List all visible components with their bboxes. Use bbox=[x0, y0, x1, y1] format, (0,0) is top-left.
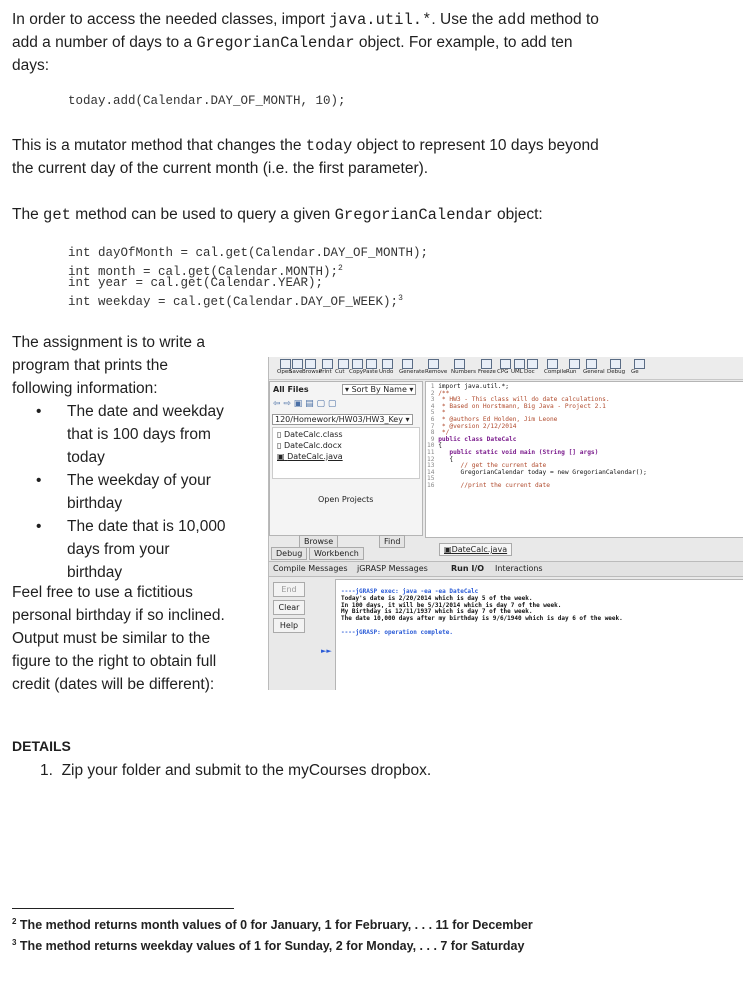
source-text: * bbox=[438, 409, 446, 417]
list-item-text: today bbox=[67, 449, 105, 466]
source-text: GregorianCalendar today = new GregorianCalendar(); bbox=[438, 468, 647, 476]
source-text: /** bbox=[438, 389, 450, 397]
toolbar-freeze-icon bbox=[481, 359, 492, 369]
toolbar-undo-button[interactable]: Undo bbox=[379, 369, 394, 375]
get-text: object: bbox=[492, 206, 543, 223]
toolbar-generate-button[interactable]: Generate bbox=[399, 369, 425, 375]
list-item-text: days from your bbox=[67, 541, 170, 558]
nav-icons[interactable]: ⇦ ⇨ ▣ ▤ ▢ ▢ bbox=[273, 399, 337, 409]
line-number: 9 bbox=[427, 435, 439, 443]
assignment-after-5: credit (dates will be different): bbox=[12, 676, 215, 693]
source-line bbox=[427, 483, 647, 490]
toolbar-debug-button[interactable]: Debug bbox=[607, 369, 626, 375]
jgrasp-screenshot bbox=[268, 357, 743, 690]
intro-code-add: add bbox=[497, 11, 526, 29]
get-text: method can be used to query a given bbox=[70, 206, 335, 223]
footnote-number: 3 bbox=[12, 938, 17, 947]
footnote-text: The method returns month values of 0 for January, 1 for February, . . . 11 for December bbox=[16, 918, 533, 933]
source-code bbox=[427, 384, 647, 490]
mutator-code-today: today bbox=[305, 137, 353, 155]
line-number: 16 bbox=[427, 481, 439, 489]
output-line: ----jGRASP: operation complete. bbox=[341, 628, 453, 636]
source-text: import java.util.*; bbox=[438, 383, 509, 390]
toolbar-uml-button[interactable]: UML bbox=[511, 369, 523, 375]
mutator-line-1 bbox=[12, 134, 599, 158]
get-code-get: get bbox=[43, 206, 71, 224]
assignment-after-2: personal birthday if so inclined. bbox=[12, 607, 225, 624]
toolbar-doc-button[interactable]: Doc bbox=[524, 369, 535, 375]
intro-text: In order to access the needed classes, import bbox=[12, 11, 330, 28]
source-line bbox=[427, 450, 647, 457]
list-number: 1. bbox=[40, 762, 53, 779]
toolbar bbox=[269, 357, 743, 380]
intro-text: add a number of days to a bbox=[12, 34, 197, 51]
toolbar-compile-icon bbox=[547, 359, 558, 369]
intro-line-1 bbox=[12, 8, 599, 32]
source-line bbox=[427, 437, 647, 444]
files-filter[interactable]: All Files bbox=[273, 385, 309, 394]
toolbar-debug-icon bbox=[610, 359, 621, 369]
toolbar-open-icon bbox=[280, 359, 291, 369]
source-text: * @version 2/12/2014 bbox=[438, 422, 517, 430]
source-text: * Based on Horstmann, Big Java - Project 2.1 bbox=[438, 402, 606, 410]
assignment-after-3: Output must be similar to the bbox=[12, 630, 211, 647]
message-tabs bbox=[269, 561, 743, 577]
intro-text: . Use the bbox=[431, 11, 498, 28]
code-text: int weekday = cal.get(Calendar.DAY_OF_WEEK); bbox=[68, 295, 399, 310]
list-item bbox=[20, 469, 250, 515]
code-example-add: today.add(Calendar.DAY_OF_MONTH, 10); bbox=[68, 94, 346, 108]
footnote-number: 2 bbox=[12, 917, 17, 926]
toolbar-general-button[interactable]: General bbox=[583, 369, 605, 375]
intro-text: object. For example, to add ten bbox=[354, 34, 573, 51]
code-text: int month = cal.get(Calendar.MONTH); bbox=[68, 265, 339, 280]
get-paragraph bbox=[12, 203, 543, 227]
source-line bbox=[427, 470, 647, 477]
toolbar-remove-icon bbox=[428, 359, 439, 369]
toolbar-ge-icon bbox=[634, 359, 645, 369]
source-text: { bbox=[438, 442, 442, 450]
list-item-text: birthday bbox=[67, 564, 123, 581]
assignment-line-1: The assignment is to write a bbox=[12, 334, 205, 351]
output-line: My Birthday is 12/11/1937 which is day 7 of the week. bbox=[341, 608, 533, 616]
clear-button[interactable]: Clear bbox=[273, 600, 305, 615]
list-item-text: • The weekday of your bbox=[67, 472, 211, 489]
footnote-2 bbox=[12, 917, 533, 932]
toolbar-doc-icon bbox=[527, 359, 538, 369]
list-item-text: • The date and weekday bbox=[67, 403, 224, 420]
java-file-icon: ▣ bbox=[277, 452, 285, 461]
toolbar-cpg-icon bbox=[500, 359, 511, 369]
toolbar-numbers-icon bbox=[454, 359, 465, 369]
code-text: int dayOfMonth = cal.get(Calendar.DAY_OF_MONTH); bbox=[68, 246, 429, 260]
assignment-line-2: program that prints the bbox=[12, 357, 168, 374]
line-number: 8 bbox=[427, 429, 439, 437]
code-get-line-3 bbox=[68, 276, 323, 291]
list-item bbox=[20, 515, 250, 584]
intro-line-2 bbox=[12, 31, 573, 55]
file-name: DateCalc.docx bbox=[283, 441, 342, 450]
output-line: Today's date is 2/20/2014 which is day 5 of the week. bbox=[341, 594, 533, 602]
toolbar-print-button[interactable]: Print bbox=[319, 369, 332, 375]
toolbar-paste-button[interactable]: Paste bbox=[363, 369, 378, 375]
line-number: 4 bbox=[427, 402, 439, 410]
program-output bbox=[341, 589, 623, 637]
file-name: DateCalc.class bbox=[283, 430, 343, 439]
toolbar-numbers-button[interactable]: Numbers bbox=[451, 369, 476, 375]
path-dropdown[interactable]: 120/Homework/HW03/HW3_Key ▾ bbox=[272, 414, 413, 425]
get-code-gregorian: GregorianCalendar bbox=[334, 206, 493, 224]
mutator-text: object to represent 10 days beyond bbox=[352, 137, 599, 154]
intro-code-java-util: java.util.* bbox=[329, 11, 432, 29]
list-item bbox=[20, 400, 250, 469]
tab-find[interactable]: Find bbox=[379, 535, 405, 548]
toolbar-cut-icon bbox=[338, 359, 349, 369]
line-number: 14 bbox=[427, 468, 439, 476]
source-text: * @authors Ed Holden, Jim Leone bbox=[438, 415, 558, 423]
tab-browse[interactable]: Browse bbox=[299, 535, 338, 548]
java-file-icon: ▣ bbox=[444, 545, 452, 554]
toolbar-remove-button[interactable]: Remove bbox=[425, 369, 448, 375]
file-icon: ▯ bbox=[277, 430, 282, 439]
line-number: 7 bbox=[427, 422, 439, 430]
toolbar-cut-button[interactable]: Cut bbox=[335, 369, 345, 375]
toolbar-browse-button[interactable]: Browse bbox=[302, 369, 323, 375]
help-button[interactable]: Help bbox=[273, 618, 305, 633]
tab-label: DateCalc.java bbox=[451, 545, 508, 554]
toolbar-browse-icon bbox=[305, 359, 316, 369]
source-text: public static void main (String [] args) bbox=[438, 448, 599, 456]
footnote-ref: 3 bbox=[398, 294, 403, 303]
code-get-line-4 bbox=[68, 291, 403, 310]
list-item-text: that is 100 days from bbox=[67, 426, 211, 443]
source-text: // get the current date bbox=[438, 462, 547, 470]
toolbar-general-icon bbox=[586, 359, 597, 369]
source-text: public class DateCalc bbox=[438, 435, 517, 443]
chevron-down-icon: ▾ bbox=[409, 385, 414, 394]
list-item-text: • The date that is 10,000 bbox=[67, 518, 226, 535]
toolbar-run-button[interactable]: Run bbox=[566, 369, 577, 375]
toolbar-ge-button[interactable]: Ge bbox=[631, 369, 639, 375]
source-line bbox=[427, 404, 647, 411]
tab-editor-file[interactable] bbox=[439, 543, 512, 556]
list-item-text: birthday bbox=[67, 495, 123, 512]
assignment-after-4: figure to the right to obtain full bbox=[12, 653, 217, 670]
tab-workbench[interactable]: Workbench bbox=[309, 547, 364, 560]
footnote-rule bbox=[12, 908, 234, 909]
toolbar-open-button[interactable]: Open bbox=[277, 369, 292, 375]
toolbar-paste-icon bbox=[366, 359, 377, 369]
line-number: 10 bbox=[427, 442, 439, 450]
file-item[interactable] bbox=[277, 452, 343, 461]
details-item bbox=[40, 759, 431, 782]
line-number: 2 bbox=[427, 389, 439, 397]
toolbar-copy-button[interactable]: Copy bbox=[349, 369, 363, 375]
line-number: 6 bbox=[427, 415, 439, 423]
prompt-arrow-icon: ►► bbox=[321, 647, 332, 655]
toolbar-run-icon bbox=[569, 359, 580, 369]
details-heading: DETAILS bbox=[12, 738, 71, 754]
details-item-text: Zip your folder and submit to the myCourses dropbox. bbox=[61, 762, 432, 779]
source-line bbox=[427, 384, 647, 391]
tab-compile-messages[interactable]: Compile Messages bbox=[273, 564, 348, 573]
source-text: { bbox=[438, 455, 454, 463]
intro-line-3: days: bbox=[12, 57, 50, 74]
assignment-after-1: Feel free to use a fictitious bbox=[12, 584, 193, 601]
source-line bbox=[427, 424, 647, 431]
toolbar-save-icon bbox=[292, 359, 303, 369]
mutator-line-2: the current day of the current month (i.e. the first parameter). bbox=[12, 160, 429, 177]
end-button[interactable]: End bbox=[273, 582, 305, 597]
toolbar-generate-icon bbox=[402, 359, 413, 369]
mutator-text: This is a mutator method that changes the bbox=[12, 137, 306, 154]
toolbar-print-icon bbox=[322, 359, 333, 369]
file-icon: ▯ bbox=[277, 441, 282, 450]
line-number: 11 bbox=[427, 448, 439, 456]
chevron-down-icon: ▾ bbox=[345, 385, 350, 394]
get-text: The bbox=[12, 206, 44, 223]
line-number: 12 bbox=[427, 455, 439, 463]
tab-run-io[interactable]: Run I/O bbox=[451, 564, 485, 573]
intro-code-gregorian: GregorianCalendar bbox=[196, 34, 355, 52]
source-text: //print the current date bbox=[438, 481, 550, 489]
toolbar-uml-icon bbox=[514, 359, 525, 369]
output-line: ----jGRASP exec: java -ea -ea DateCalc bbox=[341, 588, 479, 595]
line-number: 3 bbox=[427, 396, 439, 404]
sort-dropdown[interactable] bbox=[342, 384, 416, 395]
toolbar-compile-button[interactable]: Compile bbox=[544, 369, 567, 375]
toolbar-cpg-button[interactable]: CPG bbox=[497, 369, 509, 375]
output-line: In 100 days, it will be 5/31/2014 which is day 7 of the week. bbox=[341, 601, 562, 609]
intro-text: method to bbox=[525, 11, 599, 28]
source-text: */ bbox=[438, 429, 450, 437]
output-line: The date 10,000 days after my birthday is 9/6/1940 which is day 6 of the week. bbox=[341, 615, 623, 623]
toolbar-freeze-button[interactable]: Freeze bbox=[478, 369, 496, 375]
line-number: 15 bbox=[427, 475, 439, 483]
path-text: 120/Homework/HW03/HW3_Key bbox=[275, 415, 403, 424]
footnote-3 bbox=[12, 938, 524, 953]
code-get-line-1 bbox=[68, 246, 428, 261]
toolbar-undo-icon bbox=[382, 359, 393, 369]
requirements-list bbox=[20, 400, 250, 584]
line-number: 5 bbox=[427, 409, 439, 417]
toolbar-copy-icon bbox=[352, 359, 363, 369]
footnote-ref: 2 bbox=[338, 264, 343, 273]
tab-interactions[interactable]: Interactions bbox=[495, 564, 543, 573]
footnote-text: The method returns weekday values of 1 for Sunday, 2 for Monday, . . . 7 for Saturday bbox=[16, 939, 525, 954]
tab-jgrasp-messages[interactable]: jGRASP Messages bbox=[357, 564, 428, 573]
sort-label: Sort By Name bbox=[351, 385, 407, 394]
browse-panel bbox=[269, 381, 423, 536]
open-projects-label: Open Projects bbox=[318, 495, 374, 504]
code-text: int year = cal.get(Calendar.YEAR); bbox=[68, 276, 324, 290]
assignment-line-3: following information: bbox=[12, 380, 158, 397]
line-number: 1 bbox=[427, 383, 439, 390]
source-text: * HW3 - This class will do date calculations. bbox=[438, 396, 610, 404]
file-name: DateCalc.java bbox=[287, 452, 343, 461]
file-list bbox=[272, 427, 420, 479]
line-number: 13 bbox=[427, 462, 439, 470]
tab-debug[interactable]: Debug bbox=[271, 547, 307, 560]
toolbar-save-button[interactable]: Save bbox=[289, 369, 303, 375]
file-item[interactable] bbox=[277, 430, 343, 439]
file-item[interactable] bbox=[277, 441, 342, 450]
